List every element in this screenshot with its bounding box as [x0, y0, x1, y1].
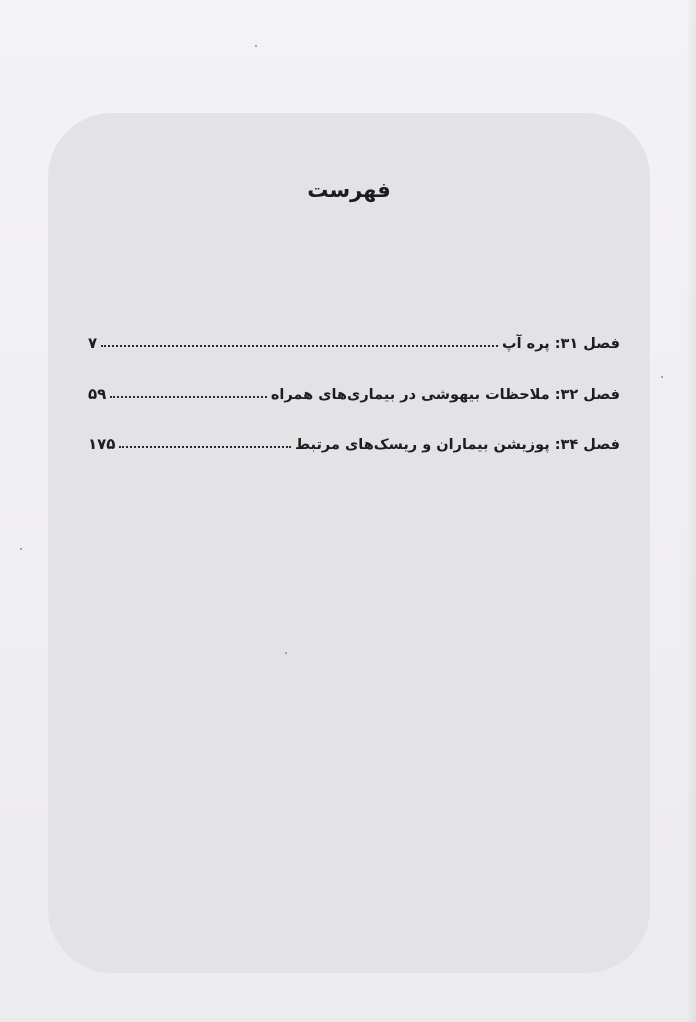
toc-title: فهرست [307, 178, 391, 202]
toc-entry-label: فصل ۳۱: پره آپ [502, 336, 620, 352]
toc-entry [88, 427, 620, 453]
toc-entry [88, 326, 620, 352]
toc-panel [48, 113, 650, 973]
toc-dot-leader [101, 345, 498, 347]
paper-speck [285, 652, 287, 654]
toc-entry-label: فصل ۳۴: پوزیشن بیماران و ریسک‌های مرتبط [295, 437, 620, 453]
toc-dot-leader [119, 446, 291, 448]
toc-dot-leader [110, 396, 267, 398]
toc-entry-page: ۷ [88, 334, 98, 352]
toc-entry-page: ۱۷۵ [88, 435, 116, 453]
page-spine-shadow [686, 0, 696, 1022]
toc-entry [88, 377, 620, 403]
paper-speck [255, 45, 257, 47]
paper-speck [20, 548, 22, 550]
toc-entry-label: فصل ۳۲: ملاحظات بیهوشی در بیماری‌های همراه [270, 387, 620, 403]
toc-entry-page: ۵۹ [88, 385, 107, 403]
paper-speck [661, 376, 663, 378]
